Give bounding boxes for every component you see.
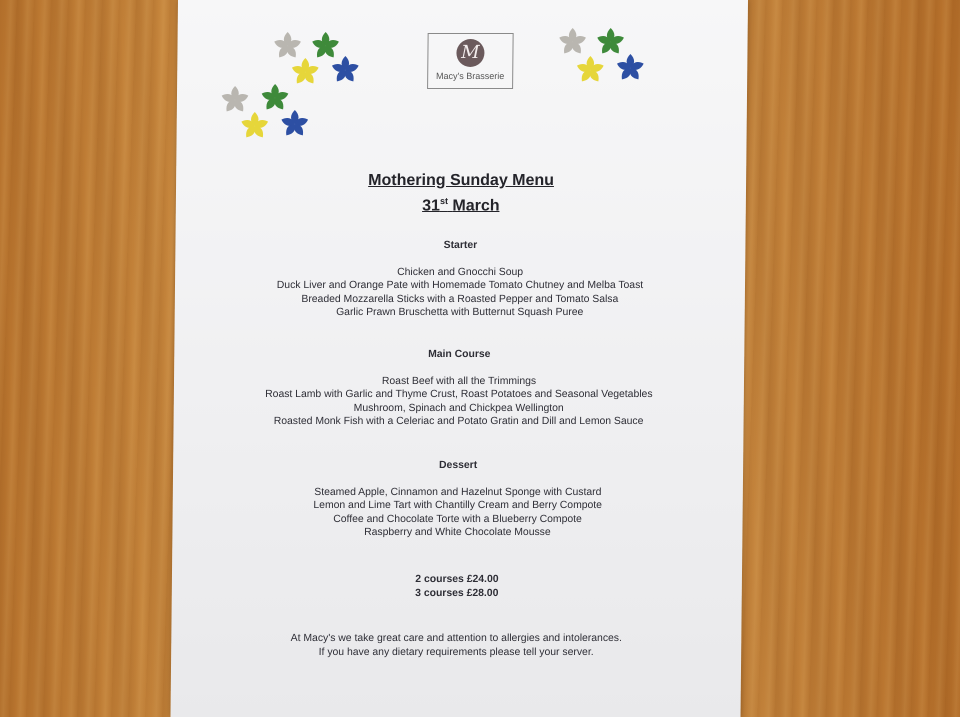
allergy-note-line: At Macy's we take great care and attention to allergies and intolerances. bbox=[290, 633, 622, 644]
menu-title bbox=[176, 170, 746, 216]
menu-item: Duck Liver and Orange Pate with Homemade Tomato Chutney and Melba Toast bbox=[276, 280, 644, 292]
menu-item: Raspberry and White Chocolate Mousse bbox=[364, 527, 551, 539]
menu-item: Garlic Prawn Bruschetta with Butternut Squash Puree bbox=[336, 307, 584, 319]
allergy-note bbox=[171, 632, 741, 660]
dessert-section bbox=[172, 459, 743, 540]
menu-item: Roast Lamb with Garlic and Thyme Crust, Roast Potatoes and Seasonal Vegetables bbox=[265, 389, 653, 401]
brand-logo bbox=[427, 33, 514, 89]
menu-item: Roast Beef with all the Trimmings bbox=[381, 375, 537, 387]
menu-item: Roasted Monk Fish with a Celeriac and Potato Gratin and Dill and Lemon Sauce bbox=[273, 416, 644, 428]
starter-heading: Starter bbox=[443, 240, 478, 251]
menu-title-line: Mothering Sunday Menu bbox=[368, 172, 555, 189]
flower-cluster-left-icon bbox=[216, 28, 367, 148]
monogram-icon: M bbox=[456, 39, 484, 67]
menu-item: Chicken and Gnocchi Soup bbox=[397, 266, 524, 278]
menu-item: Breaded Mozzarella Sticks with a Roasted Pepper and Tomato Salsa bbox=[301, 293, 619, 305]
menu-item: Mushroom, Spinach and Chickpea Wellington bbox=[353, 402, 564, 414]
brand-name: Macy's Brasserie bbox=[436, 71, 505, 81]
menu-item: Coffee and Chocolate Torte with a Blueberry Compote bbox=[333, 513, 582, 525]
flower-cluster-right-icon bbox=[552, 22, 663, 92]
allergy-note-line: If you have any dietary requirements please tell your server. bbox=[318, 647, 594, 658]
menu-date: 31st March bbox=[422, 196, 500, 215]
starter-section bbox=[175, 239, 746, 320]
dessert-heading: Dessert bbox=[439, 460, 478, 471]
price-three-courses: 3 courses £28.00 bbox=[415, 587, 499, 599]
price-two-courses: 2 courses £24.00 bbox=[415, 574, 499, 585]
menu-item: Steamed Apple, Cinnamon and Hazelnut Sponge with Custard bbox=[314, 486, 602, 498]
price-section bbox=[172, 573, 742, 600]
menu-item: Lemon and Lime Tart with Chantilly Cream and Berry Compote bbox=[313, 500, 603, 512]
menu-sheet bbox=[170, 0, 748, 717]
main-course-section bbox=[174, 348, 745, 429]
main-course-heading: Main Course bbox=[428, 349, 491, 360]
